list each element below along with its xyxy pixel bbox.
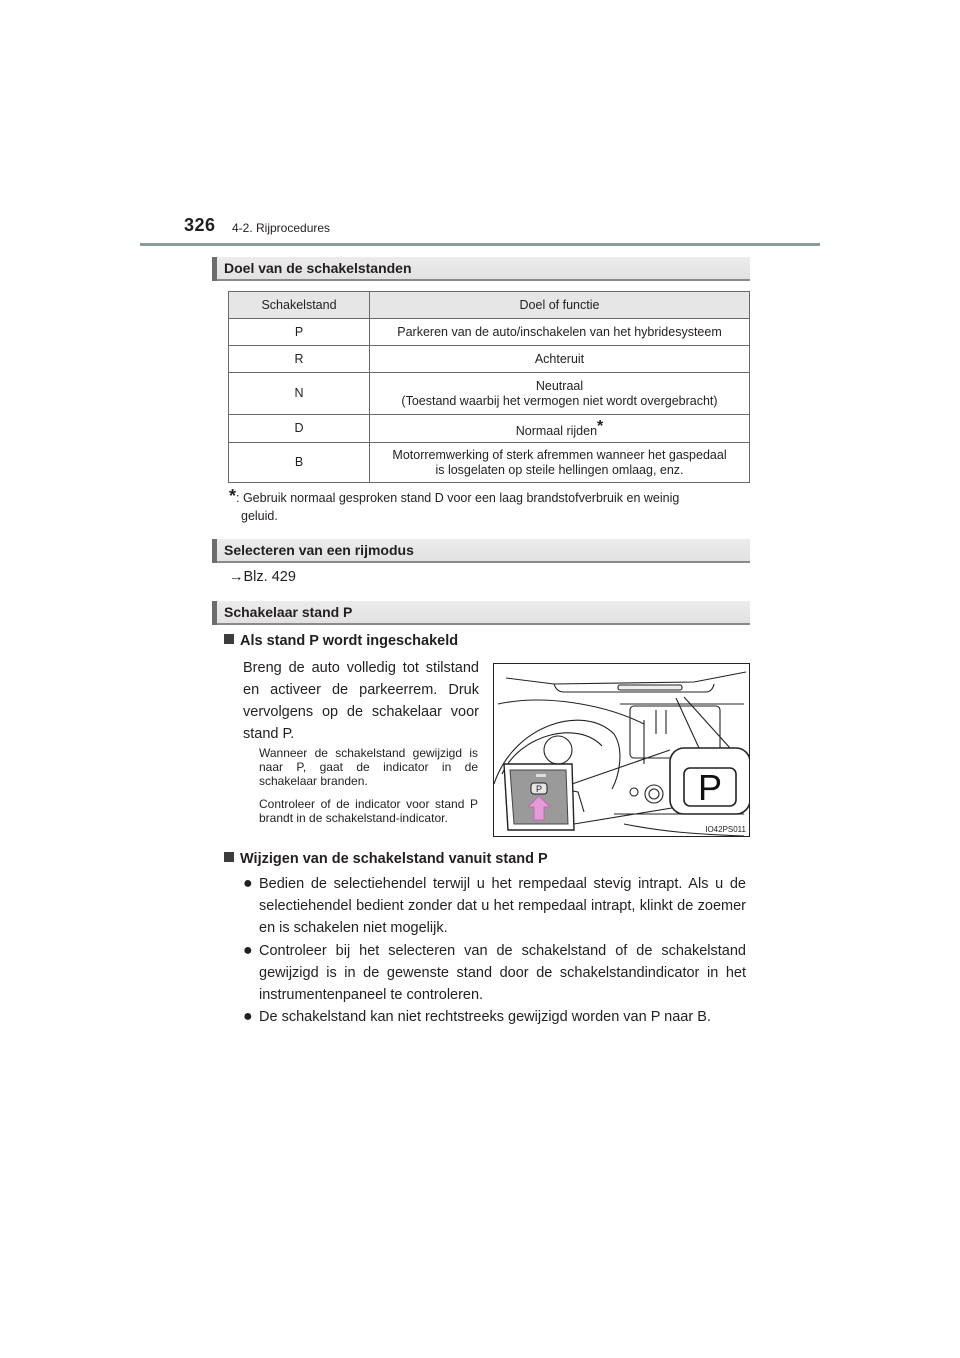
column-header-position: Schakelstand — [229, 292, 370, 319]
table-row — [229, 346, 750, 373]
footnote-star: * — [229, 486, 237, 506]
cell-position: N — [229, 373, 370, 415]
cell-function — [370, 373, 750, 415]
footnote-marker: * — [597, 417, 604, 435]
heading-bar — [212, 257, 217, 281]
table-row — [229, 415, 750, 443]
cell-function — [370, 443, 750, 483]
list-item-text: De schakelstand kan niet rechtstreeks gewijzigd worden van P naar B. — [259, 1009, 711, 1025]
column-header-function: Doel of functie — [370, 292, 750, 319]
cell-position: R — [229, 346, 370, 373]
section-title: Selecteren van een rijmodus — [224, 542, 414, 558]
table-row — [229, 373, 750, 415]
cell-function: Parkeren van de auto/inschakelen van het hybridesysteem — [370, 319, 750, 346]
square-bullet-icon — [224, 852, 234, 862]
dashboard-drawing — [494, 664, 750, 837]
page-number: 326 — [184, 215, 216, 235]
heading-bar — [212, 539, 217, 563]
subheading-text: Als stand P wordt ingeschakeld — [240, 633, 459, 649]
list-item — [243, 940, 746, 1006]
footnote-continuation: geluid. — [241, 509, 278, 523]
table-footnote — [229, 487, 745, 525]
subheading-engage-p — [224, 633, 458, 649]
subheading-change-from-p — [224, 851, 548, 867]
page-reference-link[interactable]: →Blz. 429 — [229, 569, 296, 585]
list-item-text: Bedien de selectiehendel terwijl u het rempedaal stevig intrapt. Als u de selectiehendel bedient zonder dat u het rempedaal intrapt, klinkt de zoemer en is schakelen niet mogelijk. — [259, 876, 746, 936]
indicator-zoom — [670, 748, 750, 814]
cell-function-line1: Motorremwerking of sterk afremmen wanneer het gaspedaal — [392, 447, 727, 462]
shift-panel — [504, 764, 574, 830]
cell-function-line1: Neutraal — [535, 378, 584, 393]
instruction-text: Breng de auto volledig tot stilstand en activeer de parkeerrem. Druk vervolgens op de schakelaar voor stand P. — [243, 660, 479, 742]
cell-position: P — [229, 319, 370, 346]
cell-function-text: Normaal rijden — [515, 423, 598, 438]
section-heading-drive-mode — [212, 539, 750, 563]
table-row — [229, 319, 750, 346]
square-bullet-icon — [224, 634, 234, 644]
table-row — [229, 443, 750, 483]
bullet-icon: ● — [243, 1008, 253, 1025]
subheading-text: Wijzigen van de schakelstand vanuit stand P — [240, 851, 548, 867]
section-heading-p-switch — [212, 601, 750, 625]
cell-function-line2: is losgelaten op steile hellingen omlaag, enz. — [435, 462, 684, 477]
list-item-text: Controleer bij het selecteren van de schakelstand of de schakelstand gewijzigd is in de gewenste stand door de schakelstandindicator in het instrumentenpaneel te controleren. — [259, 943, 746, 1003]
list-item — [243, 873, 746, 939]
section-heading-shift-positions — [212, 257, 750, 281]
cell-function — [370, 415, 750, 443]
list-item — [243, 1006, 746, 1028]
indicator-letter: P — [697, 767, 723, 808]
figure-code: IO42PS011 — [705, 825, 746, 834]
footnote-text: : Gebruik normaal gesproken stand D voor een laag brandstofverbruik en weinig — [236, 491, 680, 505]
p-button-label: P — [535, 784, 543, 794]
cell-position: D — [229, 415, 370, 443]
p-switch-illustration — [493, 663, 750, 837]
table-header-row — [229, 292, 750, 319]
header-rule — [140, 243, 820, 246]
bullet-icon: ● — [243, 942, 253, 959]
shift-positions-table — [228, 291, 750, 483]
cell-function: Achteruit — [370, 346, 750, 373]
cell-position: B — [229, 443, 370, 483]
note-check-indicator: Controleer of de indicator voor stand P brandt in de schakelstand-indicator. — [259, 797, 478, 825]
section-reference: 4-2. Rijprocedures — [232, 221, 331, 235]
note-indicator-lights: Wanneer de schakelstand gewijzigd is naar P, gaat de indicator in de schakelaar branden. — [259, 746, 478, 788]
section-title: Doel van de schakelstanden — [224, 260, 412, 276]
heading-bar — [212, 601, 217, 625]
section-title: Schakelaar stand P — [224, 604, 353, 620]
bullet-icon: ● — [243, 875, 253, 892]
cell-function-line2: (Toestand waarbij het vermogen niet wordt overgebracht) — [401, 393, 718, 408]
